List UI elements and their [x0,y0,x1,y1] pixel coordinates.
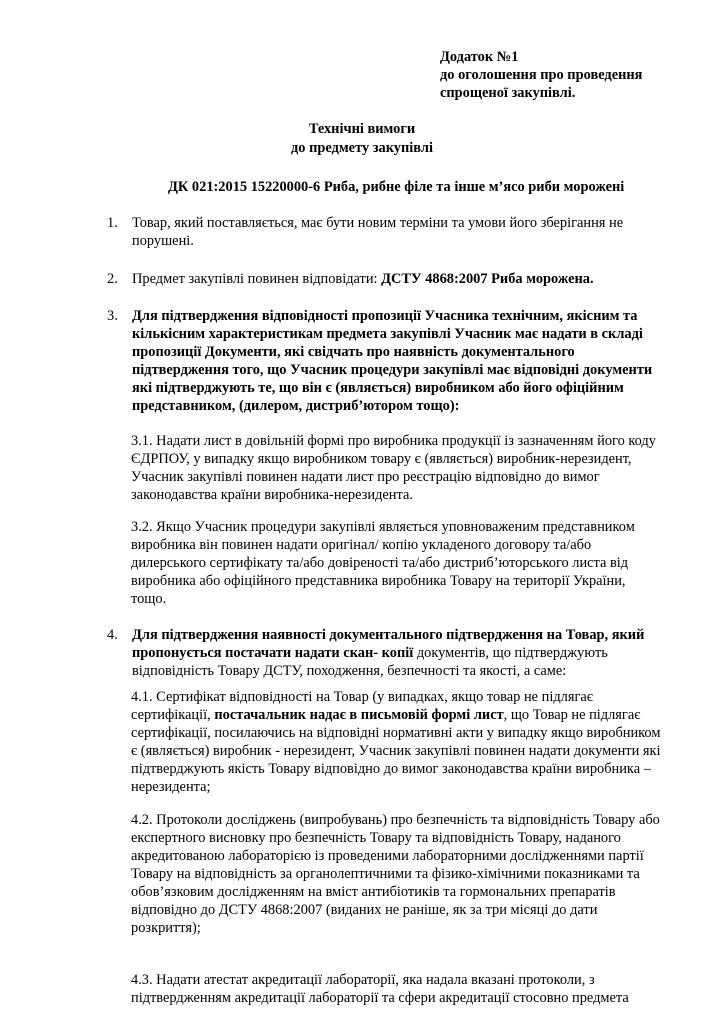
paragraph-text: сертифікації, [131,707,215,723]
cpv-code-line: ДК 021:2015 15220000-6 Риба, рибне філе та інше м’ясо риби морожені [168,179,625,195]
item-number: 3. [107,308,118,324]
item-text-line [132,644,667,662]
annex-title: Додаток №1 [440,49,519,65]
paragraph-line: тощо. [131,591,167,607]
paragraph-line: законодавства країни виробника-нерезидента. [131,487,413,503]
paragraph-line: підтверджують якість Товару відповідно до вимог законодавства країни виробника – [131,761,651,777]
paragraph-line: відповідно до ДСТУ 4868:2007 (виданих не раніше, як за три місяці до дати [131,902,598,918]
item-text-line: Для підтвердження наявності документального підтвердження на Товар, який [132,627,645,643]
item-text-line: які підтверджують те, що він є (являється) виробником або його офіційним [132,380,624,396]
list-item [107,214,667,250]
paragraph-line: сертифікації, посилаючись на відповідні нормативні акти у випадку якщо виробником [131,725,661,741]
item-number: 4. [107,627,118,643]
paragraph-line: 4.3. Надати атестат акредитації лабораторії, яка надала вказані протоколи, з [131,972,595,988]
paragraph-line: є (являється) виробник - нерезидент, Учасник закупівлі повинен надати документи які [131,743,661,759]
subparagraph-4-2 [131,811,672,937]
annex-note [440,48,700,102]
paragraph-line: розкриття); [131,920,201,936]
subparagraph-3-2 [131,518,672,608]
subparagraph-3-1 [131,432,672,504]
subparagraph-4-1 [131,688,672,796]
paragraph-line: обов’язковим дослідженням на вміст антибіотиків та гормональних препаратів [131,884,616,900]
paragraph-line: нерезидента; [131,779,211,795]
heading-line: до предмету закупівлі [291,140,433,156]
paragraph-text-bold: постачальник надає в письмовій формі лист [214,707,504,723]
item-text-line: представником, (дилером, дистриб’ютором тощо): [132,398,460,414]
list-item [107,626,667,680]
item-text: документів, що підтверджують [413,645,608,661]
paragraph-line: 3.1. Надати лист в довільній формі про виробника продукції із зазначенням його коду [131,433,656,449]
paragraph-line: 4.2. Протоколи досліджень (випробувань) про безпечність та відповідність Товару або [131,812,660,828]
paragraph-line: виробника або офіційного представника виробника Товару на території України, [131,573,626,589]
item-text-bold: пропонується постачати надати скан- копії [132,645,414,661]
paragraph-line: акредитованою лабораторією із проведеними лабораторними дослідженнями партії [131,848,644,864]
standard-reference: ДСТУ 4868:2007 Риба морожена. [381,271,594,287]
item-number: 1. [107,215,118,231]
paragraph-line: підтвердженням акредитації лабораторії та сфери акредитації стосовно предмета [131,990,629,1006]
item-text-line: Для підтвердження відповідності пропозиції Учасника технічним, якісним та [132,308,638,324]
list-item [107,270,667,288]
paragraph-line: ЄДРПОУ, у випадку якщо виробником товару є (являється) виробник-нерезидент, [131,451,632,467]
item-text-line [132,270,667,288]
paragraph-line: Товару на відповідність за органолептичними та фізико-хімічними показниками та [131,866,640,882]
item-text-line: пропозиції Документи, які свідчать про наявність документального [132,344,575,360]
item-text-line: відповідність Товару ДСТУ, походження, безпечності та якості, а саме: [132,663,567,679]
heading-line: Технічні вимоги [308,121,416,137]
item-text-line: порушені. [132,233,194,249]
item-text-line: підтвердження того, що Учасник процедури закупівлі має відповідні документи [132,362,653,378]
annex-line: до оголошення про проведення [440,67,643,83]
document-heading [0,120,724,158]
paragraph-line: дилерського сертифікату та/або довіреності та/або дистриб’юторського листа від [131,555,629,571]
subparagraph-4-3 [131,971,672,1007]
paragraph-line: Учасник закупівлі повинен надати лист про реєстрацію відповідно до вимог [131,469,600,485]
item-text: Предмет закупівлі повинен відповідати: [132,271,382,287]
list-item [107,307,667,415]
item-text-line: кількісним характеристикам предмета закупівлі Учасник має надати в складі [132,326,643,342]
paragraph-line: виробника він повинен надати оригінал/ копію укладеного договору та/або [131,537,592,553]
item-text-line: Товар, який поставляється, має бути новим терміни та умови його зберігання не [132,215,624,231]
paragraph-text: , що Товар не підлягає [503,707,641,723]
paragraph-line: 3.2. Якщо Учасник процедури закупівлі являється уповноваженим представником [131,519,635,535]
paragraph-line: 4.1. Сертифікат відповідності на Товар (у випадках, якщо товар не підлягає [131,689,593,705]
annex-line: спрощеної закупівлі. [440,85,576,101]
paragraph-line: експертного висновку про безпечність Товару та відповідність Товару, наданого [131,830,621,846]
item-number: 2. [107,271,118,287]
paragraph-line [131,706,672,724]
